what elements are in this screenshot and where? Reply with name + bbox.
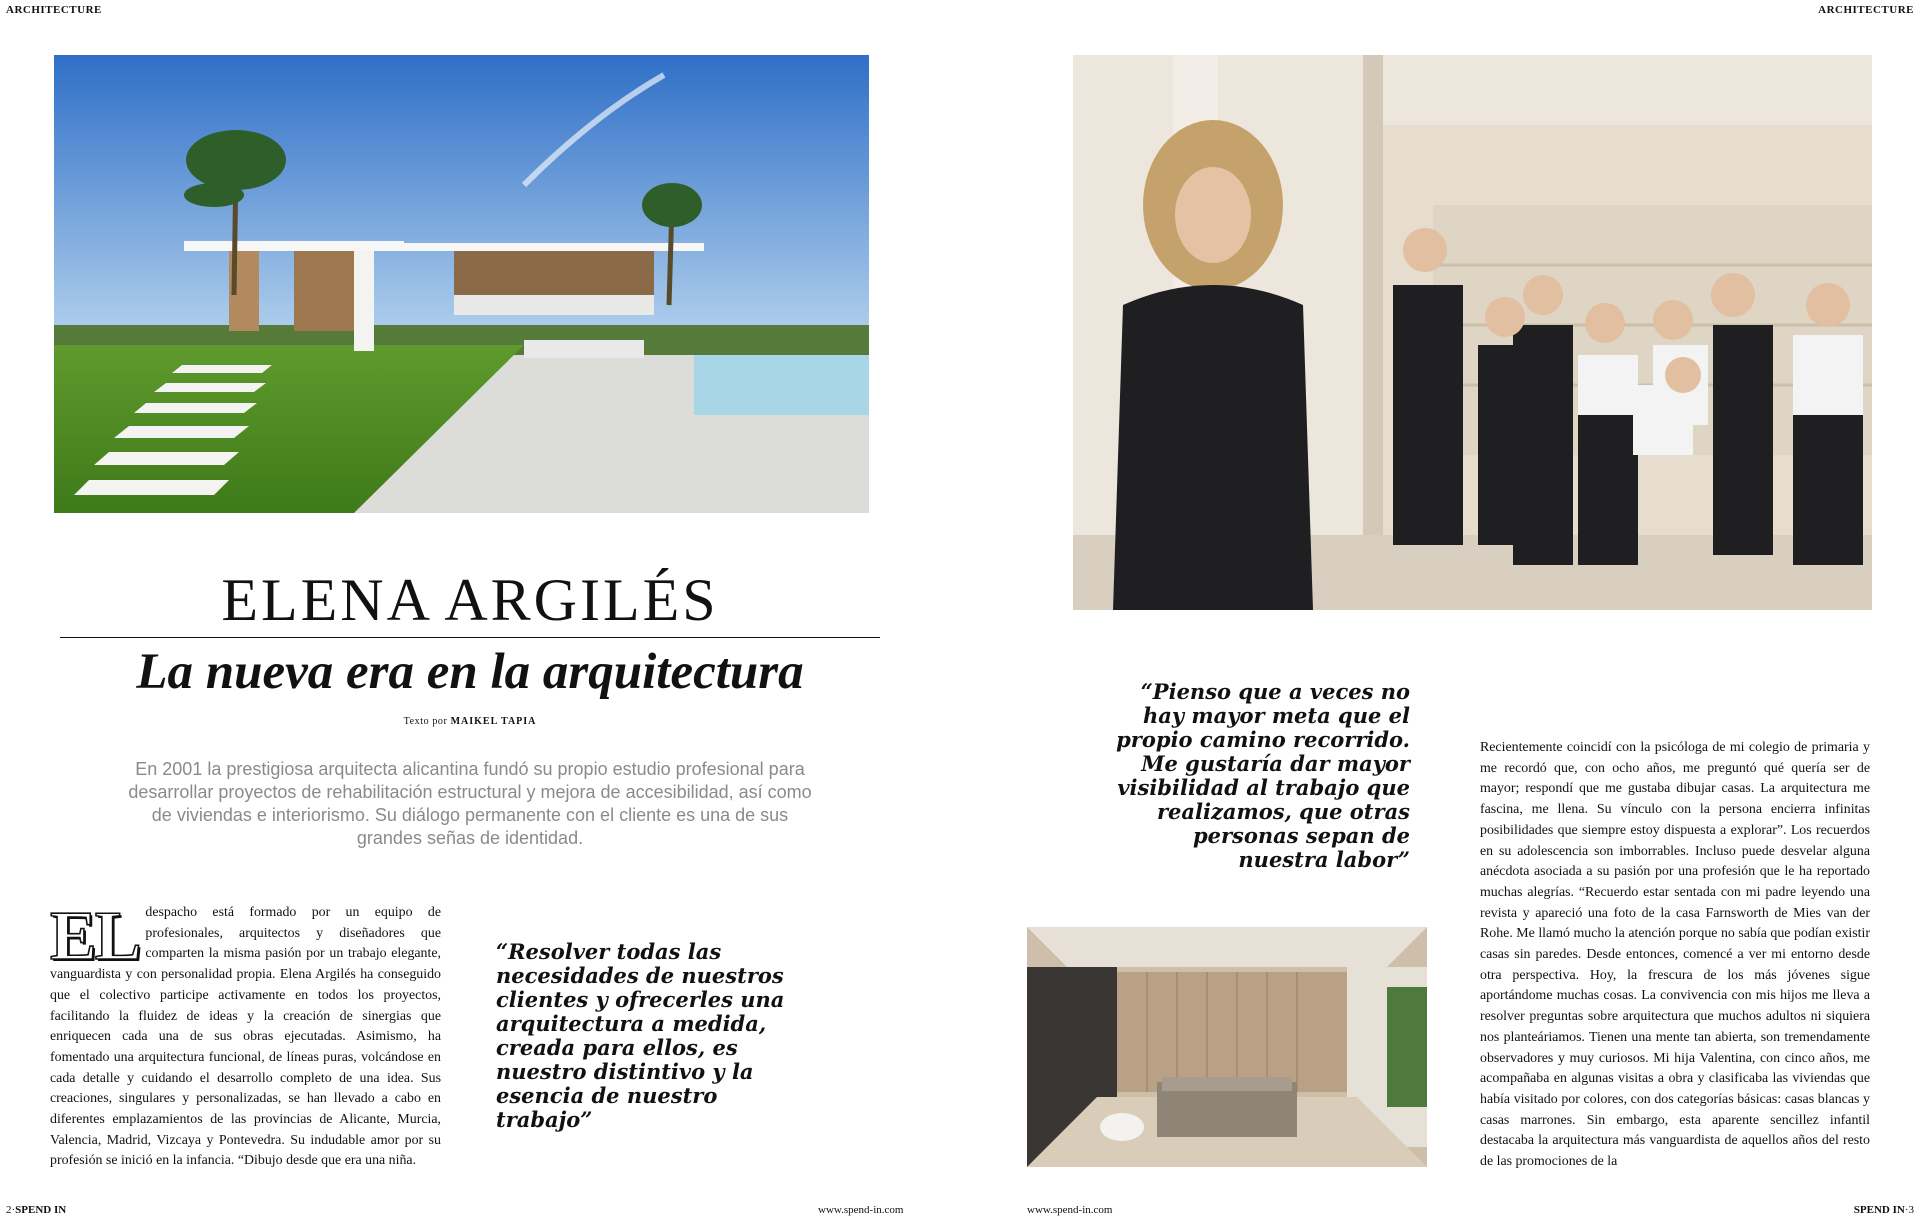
title-divider xyxy=(60,637,880,638)
left-footer-folio: 2·SPEND IN xyxy=(6,1204,67,1216)
drop-cap: EL xyxy=(50,898,140,975)
right-running-head: ARCHITECTURE xyxy=(1818,4,1914,16)
left-body-column xyxy=(50,898,441,1172)
right-footer-page: 3 xyxy=(1908,1204,1914,1216)
right-pull-quote: “Pienso que a veces no hay mayor meta que el propio camino recorrido. Me gustaría dar mayor visibilidad al trabajo que realizamos, que otras personas sepan de nuestra labor” xyxy=(1116,679,1410,872)
left-pull-quote: “Resolver todas las necesidades de nuestros clientes y ofrecerles una arquitectura a medida, creada para ellos, es nuestro distintivo y la esencia de nuestro trabajo” xyxy=(496,939,785,1132)
bedroom-interior-photo xyxy=(1027,927,1427,1167)
left-footer-brand: SPEND IN xyxy=(15,1204,67,1216)
left-footer-url[interactable]: www.spend-in.com xyxy=(818,1204,904,1216)
byline-prefix: Texto por xyxy=(403,716,448,727)
right-footer-brand: SPEND IN xyxy=(1853,1204,1905,1216)
villa-exterior-photo xyxy=(54,55,869,513)
right-footer-folio: SPEND IN·3 xyxy=(1853,1204,1914,1216)
left-running-head: ARCHITECTURE xyxy=(6,4,102,16)
article-title: ELENA ARGILÉS xyxy=(221,567,719,633)
byline xyxy=(60,716,880,727)
team-portrait-photo xyxy=(1073,55,1872,610)
left-body-text: despacho está formado por un equipo de profesionales, arquitectos y diseñadores que comparten la misma pasión por un trabajo elegante, vanguardista y con personalidad propia. Elena Argilés ha conseguido que el colectivo participe activamente en todos los proyectos, facilitando la fluidez de ideas y la creación de sinergias que enriquecen cada una de sus obras ejecutadas. Asimismo, ha fomentado una arquitectura funcional, de líneas puras, volcándose en cada detalle y cuidando el desarrollo completo de una idea. Sus creaciones, singulares y personalizadas, se han llevado a cabo en diferentes emplazamientos de las provincias de Alicante, Murcia, Valencia, Madrid, Vizcaya y Pontevedra. Su indudable amor por su profesión se inició en la infancia. “Dibujo desde que era una niña. xyxy=(50,905,441,1169)
article-subtitle: La nueva era en la arquitectura xyxy=(136,644,804,700)
right-body-column: Recientemente coincidí con la psicóloga de mi colegio de primaria y me recordó que, con ocho años, me preguntó qué quería ser de mayor; respondí que me gustaba dibujar casas. La arquitectura me fascina, me llena. Su vínculo con la persona encierra infinitas posibilidades que siempre estoy dispuesta a explorar”. Los recuerdos en su adolescencia son imborrables. Incluso puede desvelar alguna anécdota asociada a su pasión por una profesión que le ha reportado muchas alegrías. “Recuerdo estar sentada con mi padre leyendo una revista y apareció una foto de la casa Farnsworth de Mies van der Rohe. Me llamó mucho la atención porque no sabía que podían existir casas sin paredes. Desde entonces, comencé a ver mi entorno desde otra perspectiva. Hoy, la frescura de los más jóvenes sigue aportándome muchas cosas. La convivencia con mis hijos me lleva a resolver preguntas sobre arquitectura que muchos adultos ni siquiera nos planteáriamos. Tienen una mente tan abierta, son tremendamente observadores y muy curiosos. Mi hija Valentina, con cinco años, me acompañaba en algunas visitas a obra y clasificaba las viviendas que había visitado por colores, con dos categorías básicas: casas blancas y casas marrones. Sin embargo, esta aparente sencillez infantil destacaba la arquitectura más vanguardista de aquellos años del resto de las promociones de la xyxy=(1480,740,1870,1170)
left-footer-page: 2 xyxy=(6,1204,12,1216)
lead-paragraph: En 2001 la prestigiosa arquitecta alicantina fundó su propio estudio profesional para desarrollar proyectos de rehabilitación estructural y mejora de accesibilidad, así como de viviendas e interiorismo. Su diálogo permanente con el cliente es una de sus grandes señas de identidad. xyxy=(128,759,812,848)
byline-author: MAIKEL TAPIA xyxy=(450,716,537,727)
right-footer-url[interactable]: www.spend-in.com xyxy=(1027,1204,1113,1216)
